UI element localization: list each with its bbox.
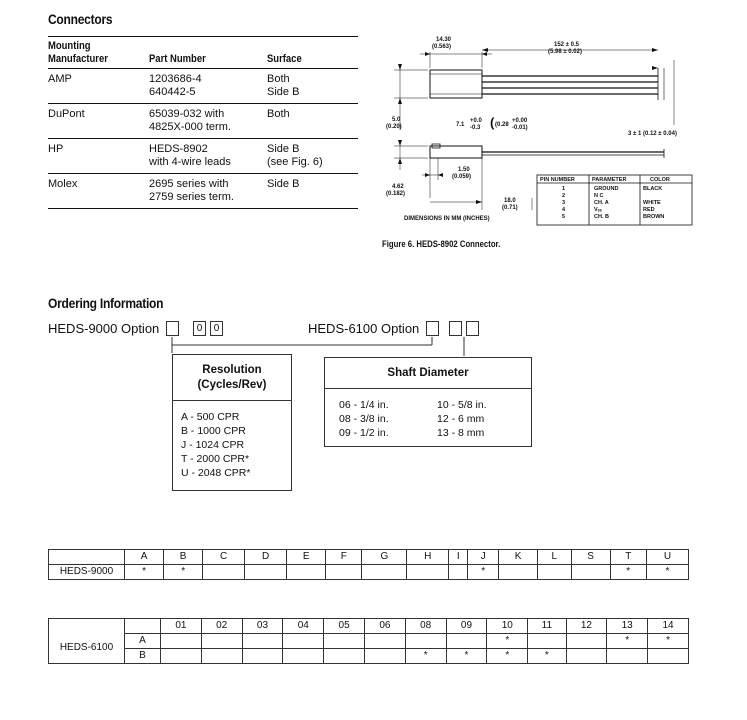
heds9000-options-grid xyxy=(48,549,689,580)
grid-col-header: K xyxy=(499,550,538,565)
grid-cell: * xyxy=(648,634,689,649)
grid-cell: * xyxy=(468,565,499,580)
grid-col-header: D xyxy=(245,550,287,565)
option-box-digit: 0 xyxy=(193,321,206,336)
dim-label: 3 ± 1 (0.12 ± 0.04) xyxy=(628,131,677,137)
pin-cell: CH. B xyxy=(594,214,609,220)
grid-cell xyxy=(571,565,610,580)
pin-cell: CH. A xyxy=(594,200,609,206)
grid-col-header: U xyxy=(646,550,688,565)
grid-col-header: T xyxy=(610,550,646,565)
grid-header-row xyxy=(49,550,689,565)
pin-cell: 1 xyxy=(562,186,566,192)
grid-col-header: H xyxy=(407,550,449,565)
grid-cell xyxy=(324,649,365,664)
row-part: 1203686-4 640442-5 xyxy=(149,73,202,98)
resolution-item: A - 500 CPR xyxy=(181,411,240,423)
heds9000-option-label: HEDS-9000 Option xyxy=(48,321,160,336)
grid-cell xyxy=(326,565,362,580)
dim-label: 7.1 xyxy=(456,122,465,128)
grid-col-header: 12 xyxy=(566,619,607,634)
grid-cell xyxy=(283,634,324,649)
grid-cell xyxy=(362,565,407,580)
dim-label: (0.563) xyxy=(432,44,452,50)
grid-cell xyxy=(449,565,468,580)
resolution-title: Resolution (Cycles/Rev) xyxy=(173,355,291,401)
grid-cell: * xyxy=(528,649,566,664)
header-surface: Surface xyxy=(267,53,302,65)
row-surface: Side B xyxy=(267,178,300,190)
grid-cell xyxy=(499,565,538,580)
grid-col-header: 13 xyxy=(607,619,648,634)
dim-label: (0.20) xyxy=(386,124,402,130)
shaft-item: 12 - 6 mm xyxy=(437,413,485,425)
pin-cell: N C xyxy=(594,193,604,199)
grid-row-label: HEDS-6100 xyxy=(49,634,125,664)
pin-cell: BROWN xyxy=(643,214,665,220)
shaft-diameter-box xyxy=(324,357,532,447)
grid-col-header: E xyxy=(287,550,326,565)
grid-cell xyxy=(528,634,566,649)
figure-caption: Figure 6. HEDS-8902 Connector. xyxy=(382,239,501,249)
row-part: 65039-032 with 4825X-000 term. xyxy=(149,108,231,133)
pin-cell: 3 xyxy=(562,200,566,206)
option-box-digit: 0 xyxy=(210,321,223,336)
pin-cell: 2 xyxy=(562,193,566,199)
grid-cell xyxy=(607,649,648,664)
pin-table xyxy=(537,175,692,225)
grid-cell xyxy=(242,649,283,664)
grid-cell xyxy=(405,634,446,649)
row-surface: Side B (see Fig. 6) xyxy=(267,143,323,168)
grid-col-header: I xyxy=(449,550,468,565)
resolution-item: T - 2000 CPR* xyxy=(181,453,250,465)
grid-cell xyxy=(201,649,242,664)
dim-label: -0.01) xyxy=(512,125,528,131)
dim-label: (0.28 xyxy=(495,122,509,128)
pin-cell: BLACK xyxy=(643,186,663,192)
grid-col-header: 04 xyxy=(283,619,324,634)
shaft-item: 09 - 1/2 in. xyxy=(339,427,389,439)
grid-corner xyxy=(49,619,125,634)
grid-col-header: 08 xyxy=(405,619,446,634)
grid-cell xyxy=(201,634,242,649)
grid-corner xyxy=(49,550,125,565)
grid-cell: * xyxy=(164,565,203,580)
grid-cell: * xyxy=(487,649,528,664)
pin-header: PARAMETER xyxy=(592,177,627,183)
dim-label: +0.00 xyxy=(512,118,528,124)
grid-cell xyxy=(287,565,326,580)
grid-col-header: 05 xyxy=(324,619,365,634)
grid-cell xyxy=(648,649,689,664)
connectors-title: Connectors xyxy=(48,11,113,27)
grid-cell xyxy=(283,649,324,664)
grid-cell: * xyxy=(487,634,528,649)
pin-cell: 5 xyxy=(562,214,566,220)
row-surface: Both xyxy=(267,108,290,120)
shaft-item: 10 - 5/8 in. xyxy=(437,399,487,411)
row-part: 2695 series with 2759 series term. xyxy=(149,178,234,203)
grid-cell xyxy=(407,565,449,580)
ordering-title: Ordering Information xyxy=(48,295,164,311)
grid-col-header: 02 xyxy=(201,619,242,634)
grid-row xyxy=(49,649,689,664)
row-manufacturer: DuPont xyxy=(48,108,85,120)
grid-row xyxy=(49,634,689,649)
dim-label: 4.62 xyxy=(392,184,404,190)
grid-header-row xyxy=(49,619,689,634)
connector-drawing xyxy=(382,30,702,240)
dim-label: 152 ± 0.5 xyxy=(554,42,579,48)
pin-cell: RED xyxy=(643,207,655,213)
grid-cell xyxy=(161,634,202,649)
shaft-diameter-title: Shaft Diameter xyxy=(325,358,531,389)
grid-col-header: F xyxy=(326,550,362,565)
dim-label: -0.3 xyxy=(470,125,481,131)
grid-col-header: S xyxy=(571,550,610,565)
shaft-item: 06 - 1/4 in. xyxy=(339,399,389,411)
grid-cell: * xyxy=(405,649,446,664)
resolution-item: J - 1024 CPR xyxy=(181,439,245,451)
grid-cell xyxy=(364,634,405,649)
pin-cell: WHITE xyxy=(643,200,661,206)
table-top-rule xyxy=(48,36,358,37)
grid-col-header: 06 xyxy=(364,619,405,634)
grid-col-header: 01 xyxy=(161,619,202,634)
pin-cell: GROUND xyxy=(594,186,619,192)
grid-col-header: 11 xyxy=(528,619,566,634)
dim-label: 1.50 xyxy=(458,167,470,173)
header-manufacturer: Mounting Manufacturer xyxy=(48,40,108,65)
grid-cell: * xyxy=(446,649,487,664)
dim-label: (5.98 ± 0.02) xyxy=(548,49,582,55)
grid-cell xyxy=(242,634,283,649)
grid-col-header: J xyxy=(468,550,499,565)
grid-cell xyxy=(538,565,571,580)
grid-cell xyxy=(203,565,245,580)
grid-col-header: 14 xyxy=(648,619,689,634)
grid-cell xyxy=(364,649,405,664)
pin-cell: 4 xyxy=(562,207,566,213)
resolution-box xyxy=(172,354,292,491)
pin-header: PIN NUMBER xyxy=(540,177,575,183)
shaft-item: 08 - 3/8 in. xyxy=(339,413,389,425)
grid-cell xyxy=(324,634,365,649)
grid-col-header: B xyxy=(164,550,203,565)
grid-col-header: G xyxy=(362,550,407,565)
dim-label: (0.059) xyxy=(452,174,472,180)
grid-col-header: 10 xyxy=(487,619,528,634)
grid-row xyxy=(49,565,689,580)
grid-cell xyxy=(161,649,202,664)
pin-cell: Vₑₑ xyxy=(594,207,602,213)
grid-row-letter: B xyxy=(125,649,161,664)
dim-label: +0.0 xyxy=(470,118,482,124)
grid-col-header: C xyxy=(203,550,245,565)
grid-cell xyxy=(245,565,287,580)
resolution-item: U - 2048 CPR* xyxy=(181,467,251,479)
pin-header: COLOR xyxy=(650,177,670,183)
row-manufacturer: HP xyxy=(48,143,64,155)
grid-cell: * xyxy=(125,565,164,580)
grid-cell xyxy=(566,649,607,664)
row-manufacturer: AMP xyxy=(48,73,72,85)
dim-label: 5.0 xyxy=(392,117,401,123)
header-part-number: Part Number xyxy=(149,53,206,65)
grid-row-label: HEDS-9000 xyxy=(49,565,125,580)
dim-label: 14.30 xyxy=(436,37,452,43)
grid-col-header: L xyxy=(538,550,571,565)
resolution-item: B - 1000 CPR xyxy=(181,425,246,437)
grid-cell: * xyxy=(646,565,688,580)
grid-cell xyxy=(446,634,487,649)
grid-col-header: 09 xyxy=(446,619,487,634)
grid-cell xyxy=(566,634,607,649)
heds6100-options-grid xyxy=(48,618,689,664)
row-part: HEDS-8902 with 4-wire leads xyxy=(149,143,231,168)
dim-label: (0.182) xyxy=(386,191,406,197)
grid-letter-col xyxy=(125,619,161,634)
dimensions-note: DIMENSIONS IN MM (INCHES) xyxy=(404,216,490,222)
grid-col-header: 03 xyxy=(242,619,283,634)
heds6100-option-label: HEDS-6100 Option xyxy=(308,321,420,336)
dim-label: 18.0 xyxy=(504,198,516,204)
shaft-item: 13 - 8 mm xyxy=(437,427,485,439)
svg-text:(: ( xyxy=(490,115,495,130)
grid-row-letter: A xyxy=(125,634,161,649)
grid-cell: * xyxy=(607,634,648,649)
row-surface: Both Side B xyxy=(267,73,300,98)
grid-col-header: A xyxy=(125,550,164,565)
grid-cell: * xyxy=(610,565,646,580)
dim-label: (0.71) xyxy=(502,205,518,211)
row-manufacturer: Molex xyxy=(48,178,78,190)
